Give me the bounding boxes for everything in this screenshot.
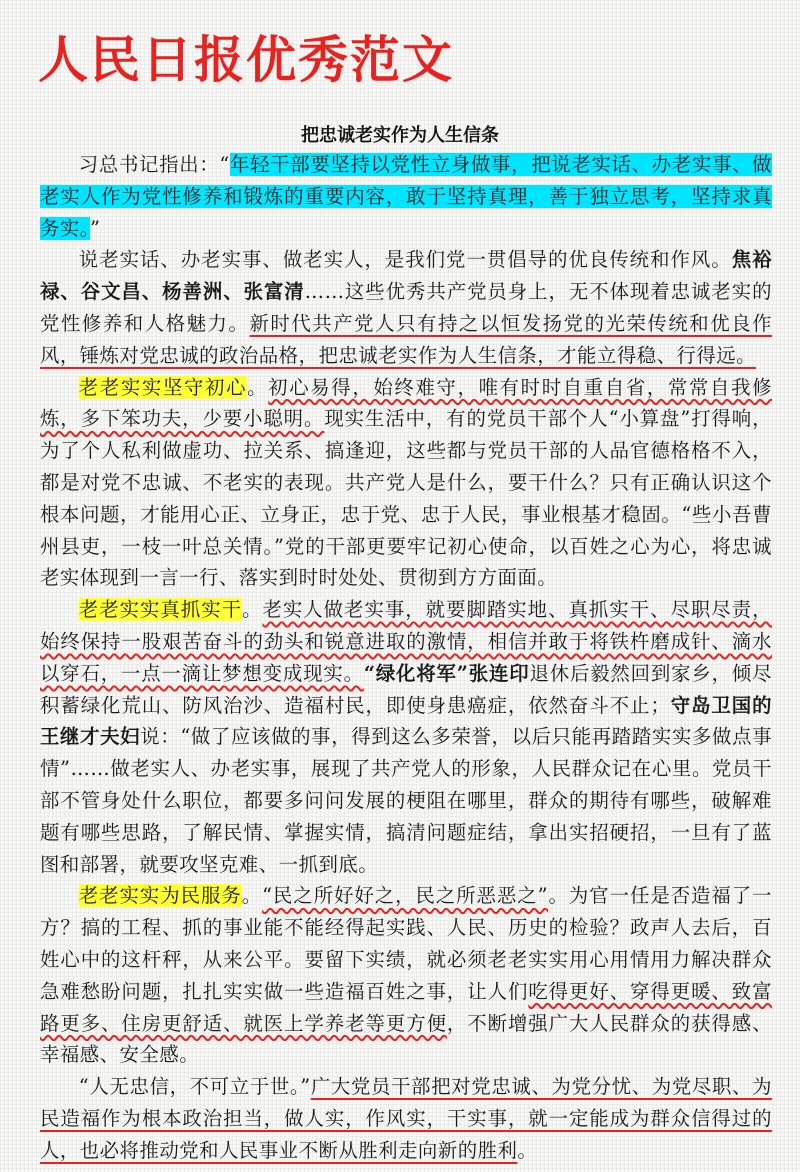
text: 。 bbox=[241, 884, 263, 908]
section-heading: 老老实实坚守初心 bbox=[78, 375, 248, 399]
paragraph-5 bbox=[40, 880, 772, 1071]
article-body bbox=[40, 149, 772, 1167]
bold-name: 守岛卫国的王继才夫妇 bbox=[40, 693, 773, 749]
paragraph-1 bbox=[40, 149, 772, 244]
highlighted-quote: 年轻干部要坚持以党性立身做事，把说老实话、办老实事、做老实人作为党性修养和锻炼的重要内容，敢于坚持真理，善于独立思考，坚持求真务实。 bbox=[40, 153, 773, 240]
wavy-underlined-quote: “民之所好好之，民之所恶恶之” bbox=[262, 884, 549, 908]
text: 。为官一任是否造福了一方？搞的工程、抓的事业能不能经得起实践、人民、历史的检验？政声人去后，百姓心中的这杆秤，从来公平。要留下实绩，就必须老老实实用心用情用力解决群众急难愁盼问题，扎扎实实做一些造福百姓之事，让人们 bbox=[40, 884, 773, 1003]
paragraph-2 bbox=[40, 244, 772, 371]
bold-names: 焦裕禄、谷文昌、杨善洲、张富清 bbox=[40, 248, 773, 304]
text: ，不断增强广大人民群众的获得感、幸福感、安全感。 bbox=[40, 1011, 773, 1067]
section-heading: 老老实实为民服务 bbox=[78, 884, 242, 908]
article-title: 把忠诚老实作为人生信条 bbox=[301, 125, 499, 146]
wavy-underlined-text: 老实人做老实事，就要脚踏实地、真抓实干、尽职尽责，始终保持一股艰苦奋斗的劲头和锐意进取的激情，相信并敢于将铁杵磨成针、滴水以穿石，一点一滴让梦想变成现实。 bbox=[40, 598, 773, 685]
text: 说老实话、办老实事、做老实人，是我们党一贯倡导的优良传统和作风。 bbox=[78, 248, 732, 272]
wavy-underlined-text: 初心易得，始终难守，唯有时时自重自省，常常自我修炼，多下笨功夫，少要小聪明。 bbox=[40, 375, 773, 431]
text: 退休后毅然回到家乡，倾尽积蓄绿化荒山、防风治沙、造福村民，即使身患癌症，依然奋斗不止； bbox=[40, 661, 772, 717]
text: 。 bbox=[517, 1138, 538, 1162]
text: 说：“做了应该做的事，得到这么多荣誉，以后只能再踏踏实实多做点事情”……做老实人、办老实事，展现了共产党人的形象，人民群众记在心里。党员干部不管身处什么职位，都要多问问发展的梗阻在哪里，群众的期待有哪些，破解难题有哪些思路，了解民情、掌握实情，搞清问题症结，拿出实招硬招，一旦有了蓝图和部署，就要攻坚克难、一抓到底。 bbox=[40, 725, 773, 876]
text: 。 bbox=[247, 375, 269, 399]
underlined-text: 新时代共产党人只有持之以恒发扬党的光荣传统和优良作风，锤炼对党忠诚的政治品格，把忠诚老实作为人生信条，才能立得稳、行得远。 bbox=[40, 311, 773, 367]
text: ” bbox=[89, 216, 101, 240]
section-heading: 老老实实真抓实干 bbox=[78, 598, 243, 622]
wavy-underlined-text: 吃得更好、穿得更暖、致富路更多、住房更舒适、就医上学养老等更方便 bbox=[40, 979, 773, 1035]
bold-name: “绿化将军”张连印 bbox=[363, 661, 530, 685]
paragraph-6 bbox=[40, 1071, 772, 1166]
text: 习总书记指出：“ bbox=[78, 153, 230, 176]
banner-title: 人民日报优秀范文 bbox=[38, 31, 454, 89]
text: 。 bbox=[242, 598, 263, 622]
underlined-text: 广大党员干部把对党忠诚、为党分忧、为党尽职、为民造福作为根本政治担当，做人实，作风实，干实事，就一定能成为群众信得过的人，也必将推动党和人民事业不断从胜利走向新的胜利 bbox=[40, 1075, 772, 1162]
paragraph-3 bbox=[40, 372, 772, 595]
text: ……这些优秀共产党员身上，无不体现着忠诚老实的党性修养和人格魅力。 bbox=[40, 280, 772, 335]
text: “人无忠信，不可立于世。” bbox=[78, 1075, 311, 1099]
paragraph-4 bbox=[40, 594, 772, 880]
text: 现实生活中，有的党员干部个人“小算盘”打得响，为了个人私利做虚功、拉关系、搞逢迎，这些都与党员干部的人品官德格格不入，都是对党不忠诚、不老实的表现。共产党人是什么，要干什么？只有正确认识这个根本问题，才能用心正、立身正，忠于党、忠于人民，事业根基才稳固。“些小吾曹州县吏，一枝一叶总关情。”党的干部更要牢记初心使命，以百姓之心为心，将忠诚老实体现到一言一行、落实到时时处处、贯彻到方方面面。 bbox=[40, 407, 773, 590]
